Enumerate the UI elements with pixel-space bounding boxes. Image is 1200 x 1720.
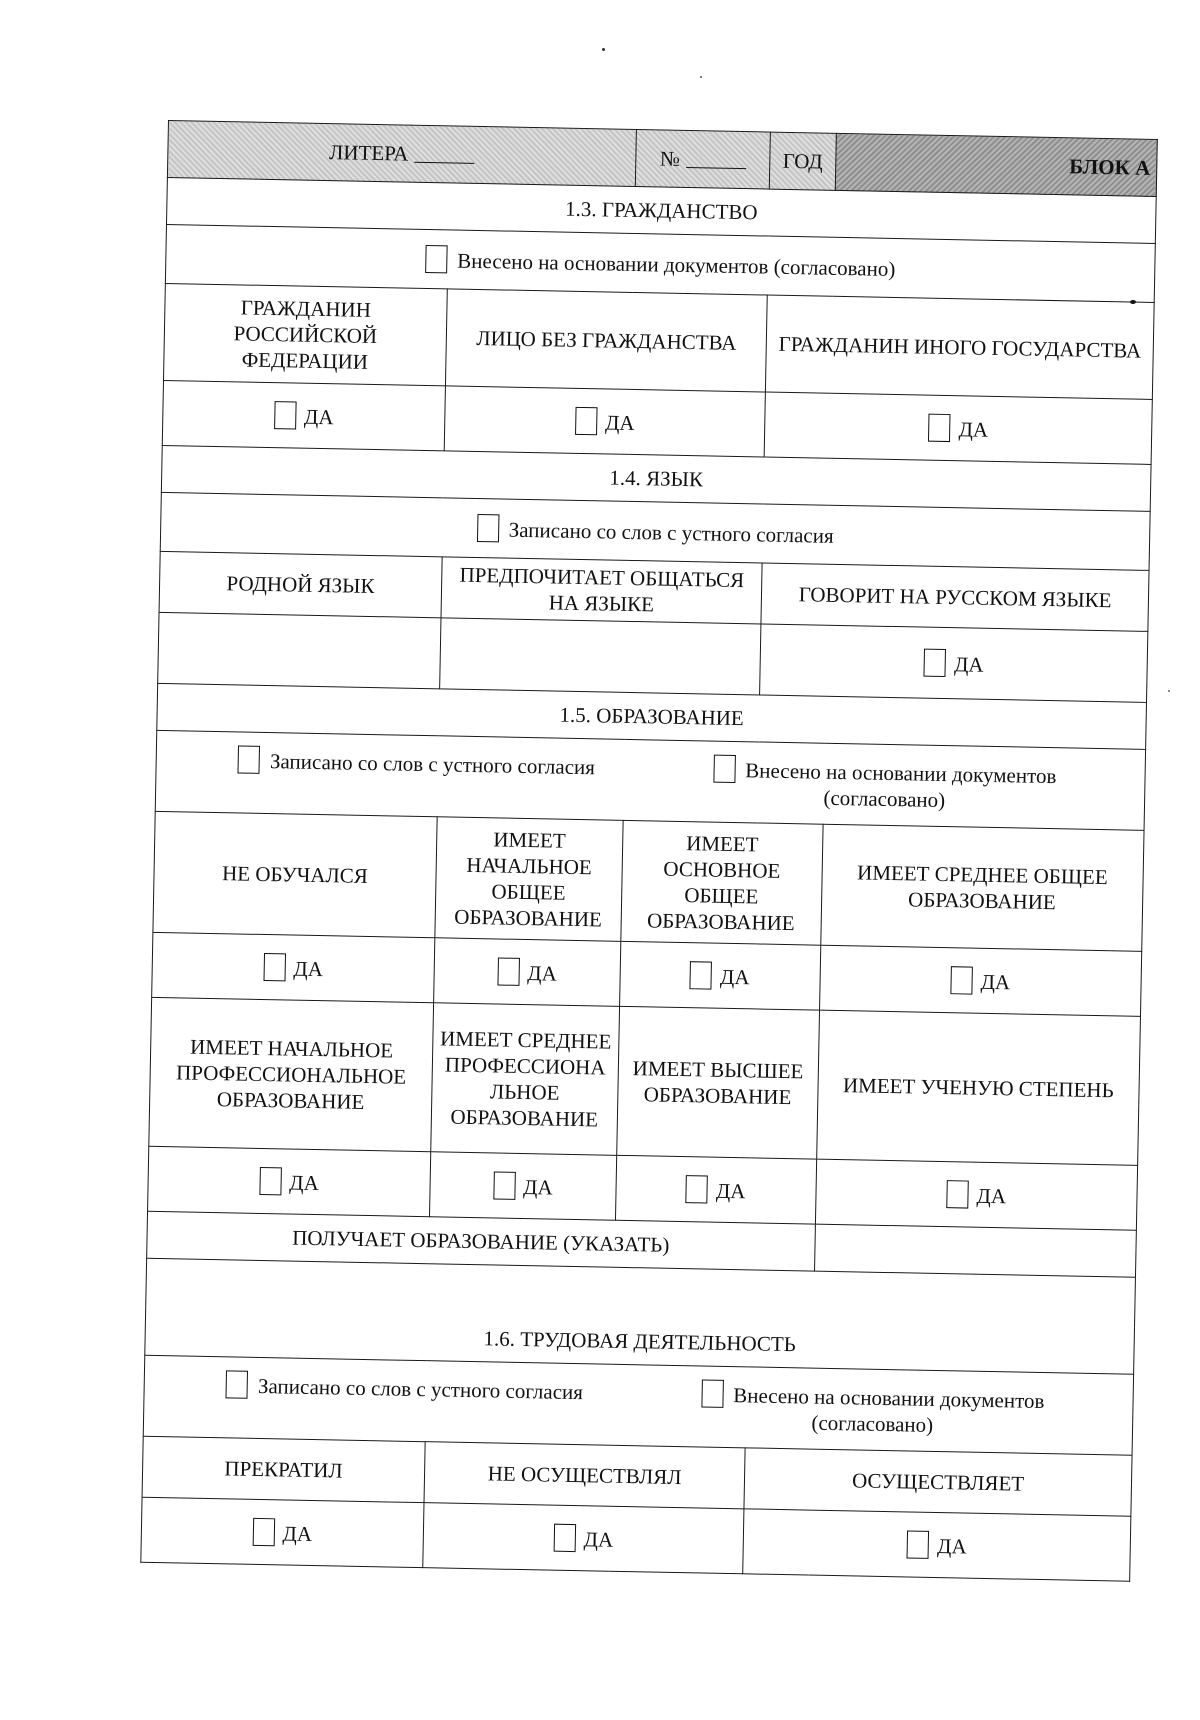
checkbox-foreign-citizen[interactable] bbox=[928, 414, 951, 442]
checkbox-edu-none[interactable] bbox=[263, 953, 286, 981]
yes-cell bbox=[162, 380, 445, 450]
checkbox-language-oral[interactable] bbox=[476, 514, 499, 542]
checkbox-edu-higher[interactable] bbox=[686, 1175, 709, 1203]
language-russian-header: ГОВОРИТ НА РУССКОМ ЯЗЫКЕ bbox=[761, 563, 1149, 631]
edu-primary-general-header: ИМЕЕТ НАЧАЛЬНОЕ ОБЩЕЕ ОБРАЗОВАНИЕ bbox=[435, 817, 623, 942]
yes-cell bbox=[444, 386, 766, 457]
yes-label: ДА bbox=[282, 1521, 313, 1547]
edu-basic-general-header: ИМЕЕТ ОСНОВНОЕ ОБЩЕЕ ОБРАЗОВАНИЕ bbox=[621, 820, 823, 945]
scan-speck bbox=[700, 76, 702, 78]
yes-cell bbox=[764, 392, 1152, 464]
scan-speck bbox=[1168, 690, 1170, 692]
checkbox-employment-current[interactable] bbox=[907, 1530, 930, 1558]
section-title-employment: 1.6. ТРУДОВАЯ ДЕЯТЕЛЬНОСТЬ bbox=[145, 1309, 1135, 1374]
preferred-language-field[interactable] bbox=[439, 618, 761, 695]
yes-label: ДА bbox=[527, 961, 557, 986]
oral-note-text: Записано со слов с устного согласия bbox=[508, 517, 834, 548]
education-docs-note bbox=[650, 753, 1119, 816]
checkbox-edu-secondary-general[interactable] bbox=[950, 966, 973, 994]
edu-primary-vocational-header: ИМЕЕТ НАЧАЛЬНОЕ ПРОФЕССИОНАЛЬНОЕ ОБРАЗОВАНИЕ bbox=[149, 997, 434, 1151]
section-title-citizenship: 1.3. ГРАЖДАНСТВО bbox=[166, 177, 1156, 243]
citizenship-option-rf: ГРАЖДАНИН РОССИЙСКОЙ ФЕДЕРАЦИИ bbox=[163, 283, 447, 385]
edu-higher-header: ИМЕЕТ ВЫСШЕЕ ОБРАЗОВАНИЕ bbox=[616, 1006, 819, 1159]
yes-label: ДА bbox=[976, 1183, 1007, 1209]
section-title-language: 1.4. ЯЗЫК bbox=[161, 445, 1151, 511]
citizenship-option-foreign: ГРАЖДАНИН ИНОГО ГОСУДАРСТВА bbox=[766, 295, 1155, 399]
litera-cell[interactable] bbox=[167, 121, 636, 187]
scan-speck bbox=[602, 48, 605, 51]
docs-note-text: Внесено на основании документов (согласовано) bbox=[744, 758, 1057, 813]
checkbox-employment-never[interactable] bbox=[553, 1524, 576, 1552]
yes-cell bbox=[433, 938, 620, 1007]
oral-note-text: Записано со слов с устного согласия bbox=[269, 749, 596, 780]
yes-cell bbox=[743, 1509, 1131, 1581]
employment-oral-note bbox=[170, 1369, 639, 1406]
checkbox-employment-stopped[interactable] bbox=[252, 1518, 275, 1546]
citizenship-option-stateless: ЛИЦО БЕЗ ГРАЖДАНСТВА bbox=[445, 289, 767, 392]
employment-docs-note bbox=[638, 1378, 1107, 1441]
employment-current-header: ОСУЩЕСТВЛЯЕТ bbox=[744, 1448, 1132, 1516]
checkbox-speaks-russian[interactable] bbox=[924, 649, 947, 677]
yes-cell bbox=[148, 1146, 431, 1216]
checkbox-citizenship-docs[interactable] bbox=[425, 245, 448, 273]
year-label: ГОД bbox=[782, 148, 823, 174]
checkbox-edu-basic-general[interactable] bbox=[690, 961, 713, 989]
yes-label: ДА bbox=[958, 417, 989, 442]
checkbox-employment-docs[interactable] bbox=[701, 1379, 724, 1407]
checkbox-employment-oral[interactable] bbox=[226, 1370, 249, 1398]
citizen-form-table bbox=[140, 120, 1158, 1582]
yes-cell bbox=[615, 1155, 816, 1224]
studying-label: ПОЛУЧАЕТ ОБРАЗОВАНИЕ (УКАЗАТЬ) bbox=[147, 1211, 815, 1271]
checkbox-education-docs[interactable] bbox=[713, 755, 736, 783]
block-cell bbox=[835, 133, 1157, 196]
yes-cell bbox=[423, 1503, 745, 1574]
yes-cell bbox=[760, 624, 1148, 702]
oral-note-text: Записано со слов с устного согласия bbox=[257, 1373, 584, 1405]
yes-label: ДА bbox=[293, 956, 324, 982]
education-oral-note bbox=[182, 744, 651, 781]
checkbox-education-oral[interactable] bbox=[238, 745, 261, 773]
native-language-field[interactable] bbox=[158, 612, 441, 688]
checkbox-stateless[interactable] bbox=[575, 407, 598, 435]
form-sheet bbox=[140, 120, 1158, 1582]
yes-cell bbox=[619, 941, 820, 1010]
section-title-education: 1.5. ОБРАЗОВАНИЕ bbox=[157, 683, 1147, 749]
yes-label: ДА bbox=[936, 1534, 967, 1559]
number-cell[interactable] bbox=[635, 129, 771, 189]
block-label: БЛОК А bbox=[1069, 154, 1151, 180]
studying-field[interactable] bbox=[814, 1224, 1136, 1277]
yes-cell bbox=[141, 1497, 424, 1567]
yes-cell bbox=[815, 1159, 1138, 1230]
employment-never-header: НЕ ОСУЩЕСТВЛЯЛ bbox=[424, 1442, 746, 1509]
checkbox-edu-secondary-vocational[interactable] bbox=[493, 1171, 516, 1199]
checkbox-citizen-rf[interactable] bbox=[274, 401, 297, 429]
year-cell[interactable] bbox=[770, 132, 836, 190]
litera-label: ЛИТЕРА bbox=[328, 140, 409, 166]
yes-cell bbox=[152, 932, 435, 1002]
edu-secondary-general-header: ИМЕЕТ СРЕДНЕЕ ОБЩЕЕ ОБРАЗОВАНИЕ bbox=[820, 824, 1144, 951]
yes-label: ДА bbox=[583, 1527, 614, 1552]
yes-label: ДА bbox=[953, 652, 984, 677]
litera-field-line bbox=[414, 142, 474, 164]
checkbox-edu-academic-degree[interactable] bbox=[946, 1180, 969, 1208]
yes-label: ДА bbox=[719, 964, 750, 990]
yes-label: ДА bbox=[715, 1178, 746, 1204]
docs-note-text: Внесено на основании документов (согласовано) bbox=[732, 1383, 1045, 1437]
edu-academic-degree-header: ИМЕЕТ УЧЕНУЮ СТЕПЕНЬ bbox=[816, 1010, 1140, 1165]
language-native-header: РОДНОЙ ЯЗЫК bbox=[159, 551, 442, 617]
language-preferred-header: ПРЕДПОЧИТАЕТ ОБЩАТЬСЯ НА ЯЗЫКЕ bbox=[441, 557, 763, 624]
docs-note-text: Внесено на основании документов (согласовано) bbox=[457, 248, 896, 281]
yes-label: ДА bbox=[522, 1175, 553, 1200]
employment-stopped-header: ПРЕКРАТИЛ bbox=[142, 1436, 425, 1502]
yes-label: ДА bbox=[604, 410, 635, 436]
checkbox-edu-primary-general[interactable] bbox=[497, 957, 520, 985]
edu-none-header: НЕ ОБУЧАЛСЯ bbox=[153, 811, 437, 937]
edu-secondary-vocational-header: ИМЕЕТ СРЕДНЕЕ ПРОФЕССИОНА ЛЬНОЕ ОБРАЗОВАНИЕ bbox=[431, 1003, 620, 1156]
yes-label: ДА bbox=[289, 1170, 320, 1196]
number-field-line bbox=[686, 147, 746, 169]
yes-cell bbox=[429, 1152, 616, 1221]
number-label: № bbox=[659, 146, 681, 171]
yes-cell bbox=[819, 945, 1142, 1016]
checkbox-edu-primary-vocational[interactable] bbox=[259, 1167, 282, 1195]
yes-label: ДА bbox=[980, 969, 1011, 995]
yes-label: ДА bbox=[303, 404, 334, 430]
